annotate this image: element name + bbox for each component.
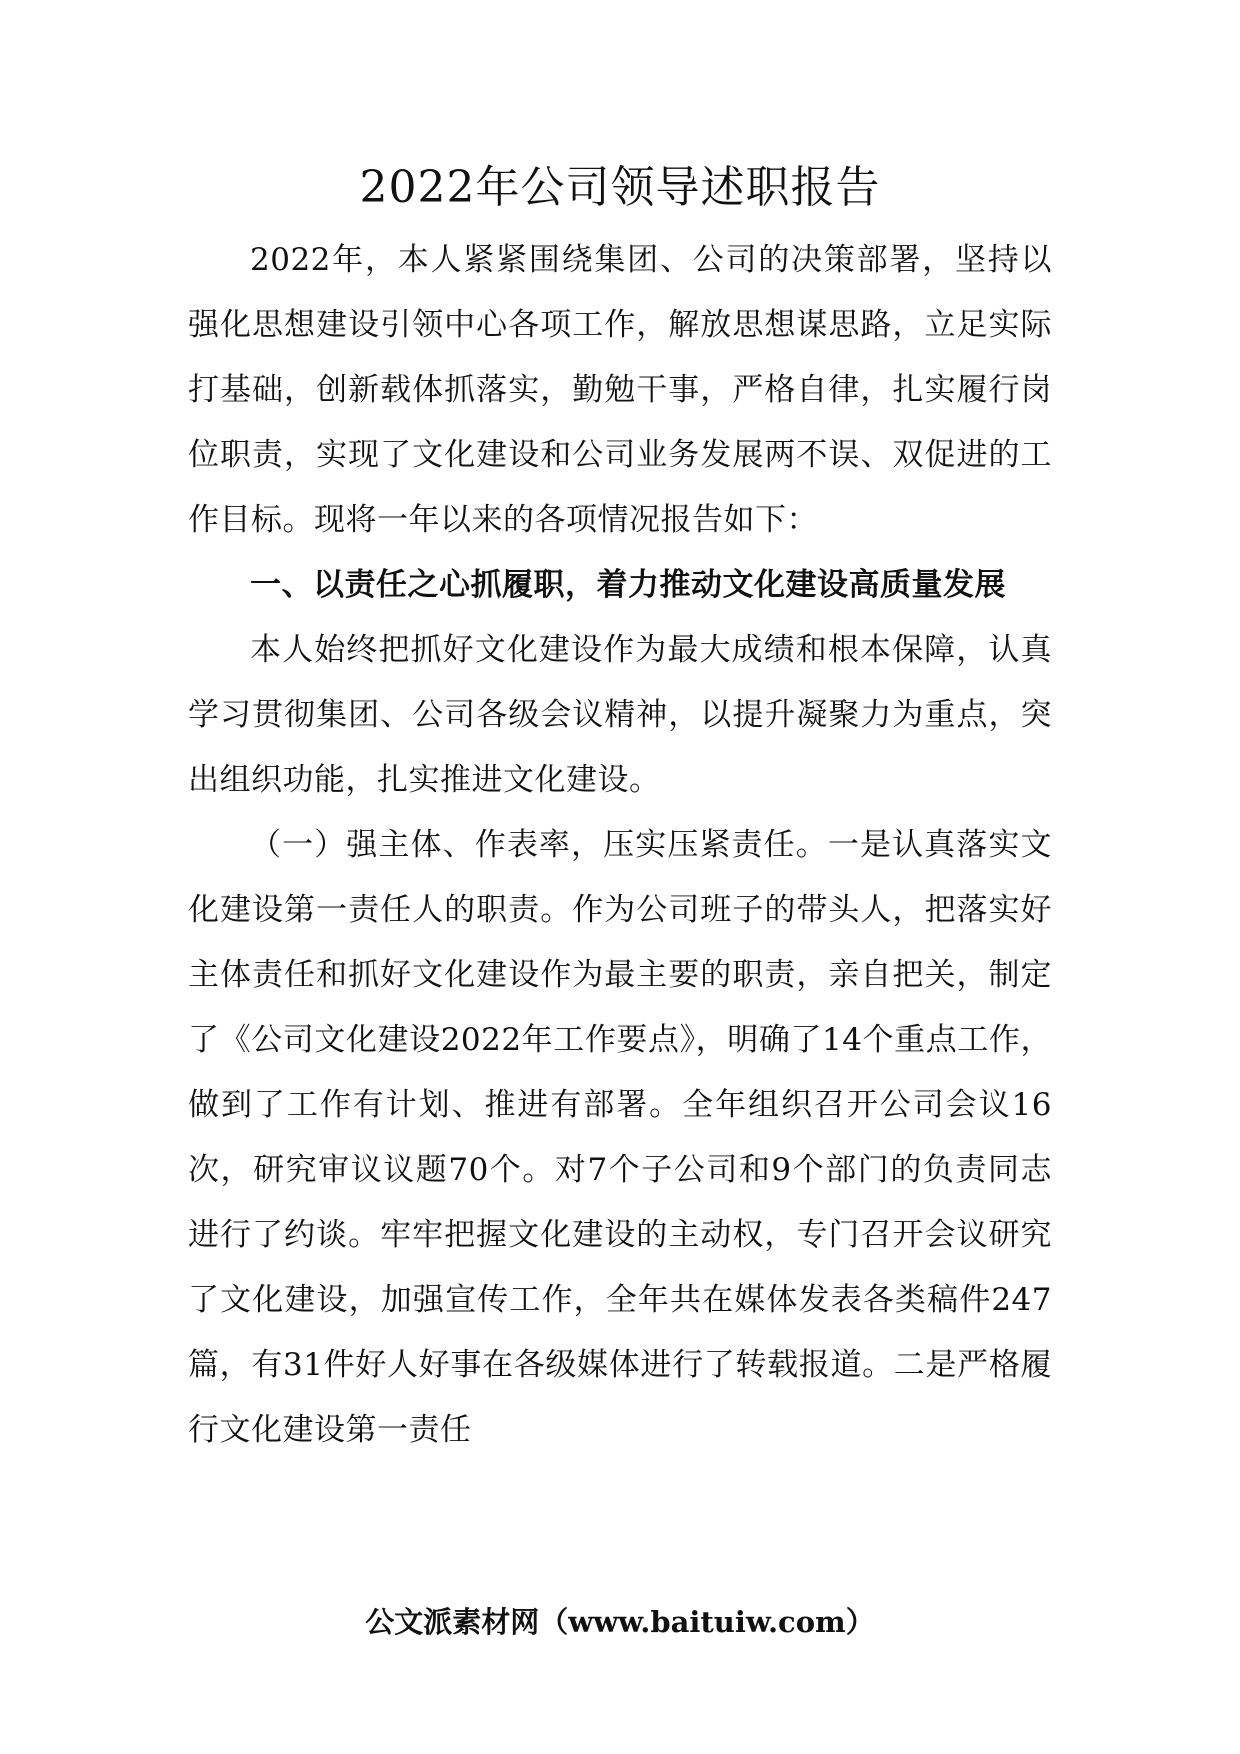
document-body <box>188 228 1052 1463</box>
paragraph-subsection-1: （一）强主体、作表率，压实压紧责任。一是认真落实文化建设第一责任人的职责。作为公司班子的带头人，把落实好主体责任和抓好文化建设作为最主要的职责，亲自把关，制定了《公司文化建设2022年工作要点》，明确了14个重点工作，做到了工作有计划、推进有部署。全年组织召开公司会议16次，研究审议议题70个。对7个子公司和9个部门的负责同志进行了约谈。牢牢把握文化建设的主动权，专门召开会议研究了文化建设，加强宣传工作，全年共在媒体发表各类稿件247篇，有31件好人好事在各级媒体进行了转载报道。二是严格履行文化建设第一责任 <box>188 827 1052 1448</box>
document-title: 2022年公司领导述职报告 <box>359 162 881 213</box>
section-heading-1: 一、以责任之心抓履职，着力推动文化建设高质量发展 <box>250 567 1006 603</box>
footer-watermark: 公文派素材网（www.baituiw.com） <box>365 1605 875 1639</box>
paragraph-intro: 2022年，本人紧紧围绕集团、公司的决策部署，坚持以强化思想建设引领中心各项工作，解放思想谋思路，立足实际打基础，创新载体抓落实，勤勉干事，严格自律，扎实履行岗位职责，实现了文化建设和公司业务发展两不误、双促进的工作目标。现将一年以来的各项情况报告如下： <box>188 242 1052 538</box>
paragraph-section-1-summary: 本人始终把抓好文化建设作为最大成绩和根本保障，认真学习贯彻集团、公司各级会议精神，以提升凝聚力为重点，突出组织功能，扎实推进文化建设。 <box>188 632 1052 798</box>
